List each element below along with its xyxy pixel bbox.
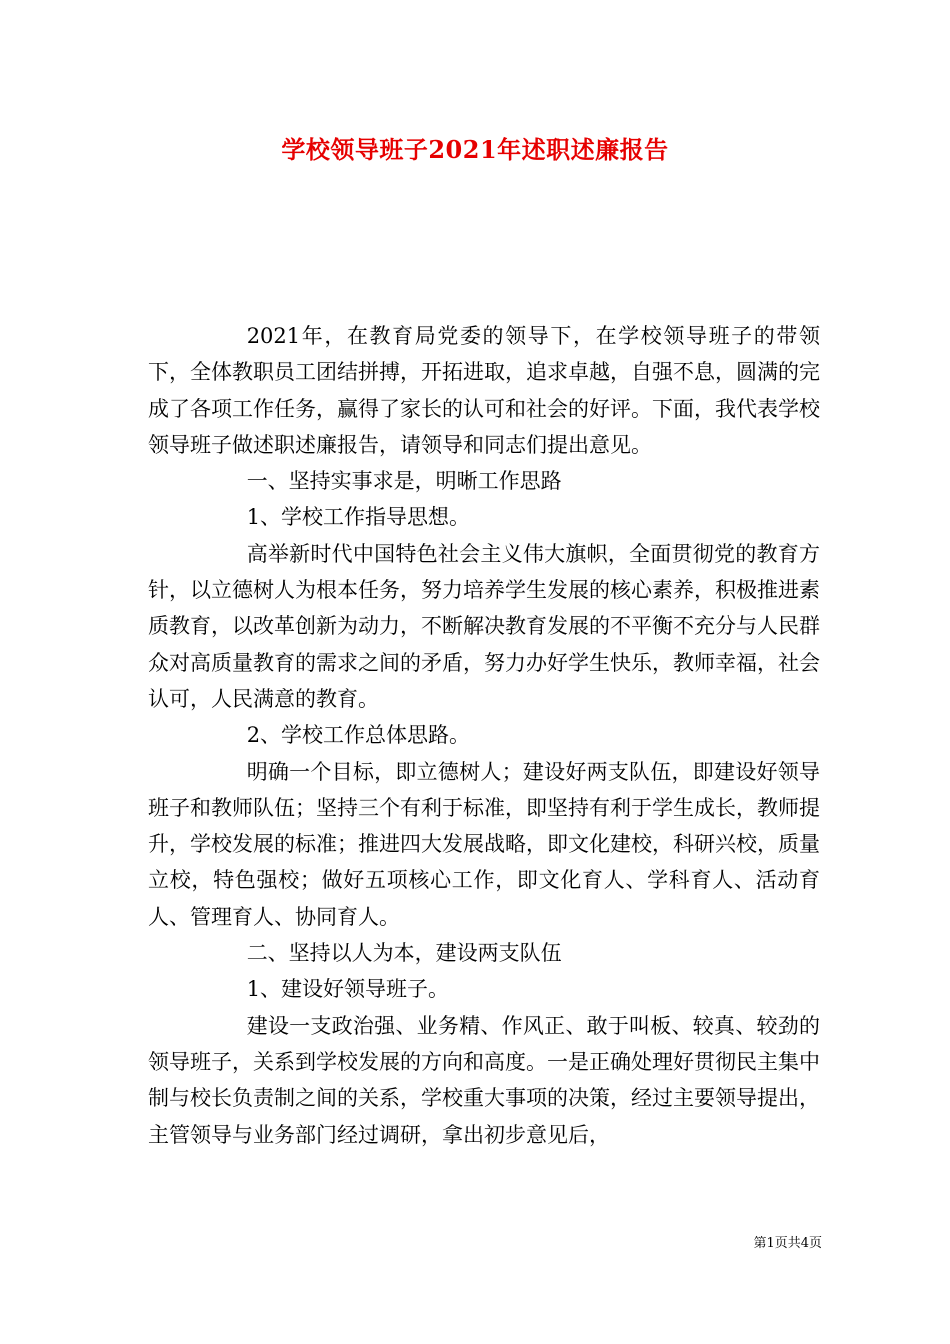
section-heading-1: 一、坚持实事求是，明晰工作思路 bbox=[246, 469, 562, 494]
subheading-1-2: 2、学校工作总体思路。 bbox=[246, 723, 471, 748]
paragraph-leadership: 建设一支政治强、业务精、作风正、敢于叫板、较真、较劲的领导班子，关系到学校发展的方向和高度。一是正确处理好贯彻民主集中制与校长负责制之间的关系，学校重大事项的决策，经过主要领导提出，主管领导与业务部门经过调研，拿出初步意见后， bbox=[148, 1013, 820, 1147]
paragraph-guiding-thought: 高举新时代中国特色社会主义伟大旗帜，全面贯彻党的教育方针，以立德树人为根本任务，努力培养学生发展的核心素养，积极推进素质教育，以改革创新为动力，不断解决教育发展的不平衡不充分与人民群众对高质量教育的需求之间的矛盾，努力办好学生快乐，教师幸福，社会认可，人民满意的教育。 bbox=[148, 541, 820, 711]
section-heading-2: 二、坚持以人为本，建设两支队伍 bbox=[246, 941, 562, 966]
document-title: 学校领导班子2021年述职述廉报告 bbox=[281, 135, 669, 164]
paragraph-overall-idea: 明确一个目标，即立德树人；建设好两支队伍，即建设好领导班子和教师队伍；坚持三个有利于标准，即坚持有利于学生成长，教师提升，学校发展的标准；推进四大发展战略，即文化建校，科研兴校，质量立校，特色强校；做好五项核心工作，即文化育人、学科育人、活动育人、管理育人、协同育人。 bbox=[148, 759, 820, 929]
paragraph-intro: 2021年，在教育局党委的领导下，在学校领导班子的带领下，全体教职员工团结拼搏，开拓进取，追求卓越，自强不息，圆满的完成了各项工作任务，赢得了家长的认可和社会的好评。下面，我代表学校领导班子做述职述廉报告，请领导和同志们提出意见。 bbox=[148, 324, 820, 457]
document-body bbox=[148, 318, 820, 1153]
subheading-1-1: 1、学校工作指导思想。 bbox=[246, 505, 471, 530]
subheading-2-1: 1、建设好领导班子。 bbox=[246, 977, 450, 1002]
page-number-footer: 第1页共4页 bbox=[753, 1236, 822, 1251]
